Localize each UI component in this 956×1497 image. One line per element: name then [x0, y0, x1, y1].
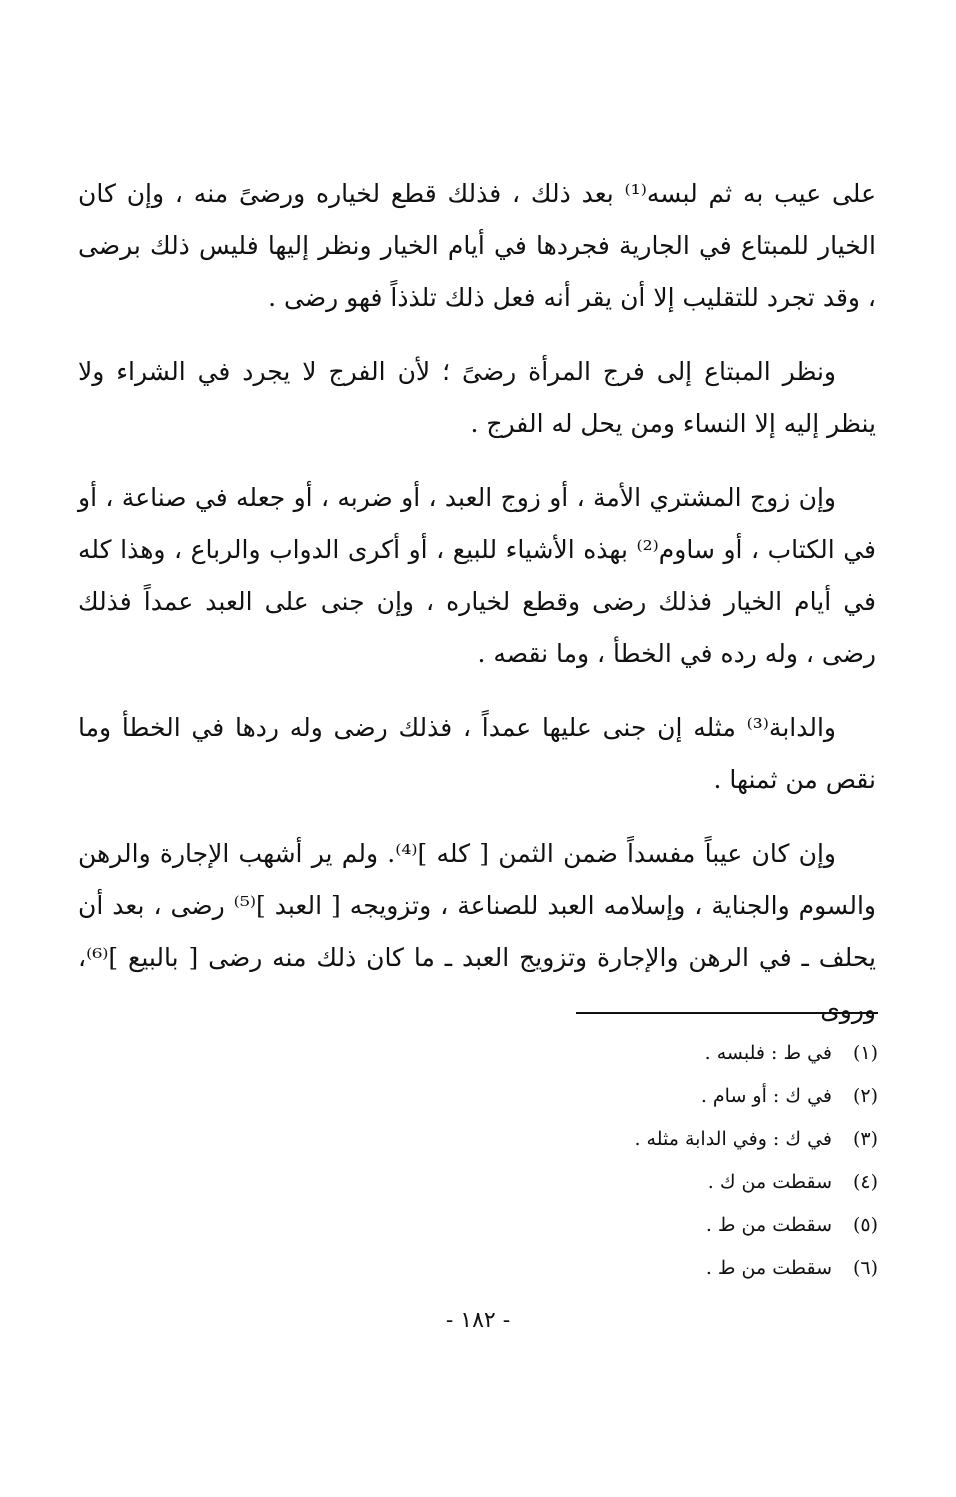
main-text: [78, 168, 876, 1058]
footnote-item: [300, 1075, 878, 1118]
paragraph-4: والدابة⁽³⁾ مثله إن جنى عليها عمداً ، فذلك رضى وله ردها في الخطأ وما نقص من ثمنها .: [78, 713, 876, 794]
footnote-number: (٢): [852, 1085, 878, 1107]
footnote-item: [300, 1247, 878, 1290]
footnote-text: سقطت من ك .: [707, 1171, 832, 1193]
footnote-number: (٤): [852, 1171, 878, 1193]
footnote-number: (١): [852, 1042, 878, 1064]
footnote-text: في ك : أو سام .: [700, 1085, 832, 1107]
footnote-text: في ك : وفي الدابة مثله .: [634, 1128, 832, 1150]
footnote-text: في ط : فلبسه .: [704, 1042, 832, 1064]
footnote-item: [300, 1032, 878, 1075]
footnote-number: (٣): [852, 1128, 878, 1150]
paragraph-1: على عيب به ثم لبسه⁽¹⁾ بعد ذلك ، فذلك قطع لخياره ورضىً منه ، وإن كان الخيار للمبتاع في الجارية فجردها في أيام الخيار ونظر إليها فليس ذلك برضى ، وقد تجرد للتقليب إلا أن يقر أنه فعل ذلك تلذذاً فهو رضى .: [78, 179, 876, 312]
footnotes: [300, 1032, 878, 1290]
footnote-text: سقطت من ط .: [705, 1257, 832, 1279]
footnote-item: [300, 1204, 878, 1247]
footnote-number: (٦): [852, 1257, 878, 1279]
paragraph-3: وإن زوج المشتري الأمة ، أو زوج العبد ، أو ضربه ، أو جعله في صناعة ، أو في الكتاب ، أو ساوم⁽²⁾ بهذه الأشياء للبيع ، أو أكرى الدواب والرباع ، وهذا كله في أيام الخيار فذلك رضى وقطع لخياره ، وإن جنى على العبد عمداً فذلك رضى ، وله رده في الخطأ ، وما نقصه .: [78, 483, 877, 668]
footnote-item: [300, 1118, 878, 1161]
footnote-divider: [576, 1012, 878, 1014]
paragraph-2: ونظر المبتاع إلى فرج المرأة رضىً ؛ لأن الفرج لا يجرد في الشراء ولا ينظر إليه إلا النساء ومن يحل له الفرج .: [78, 357, 876, 438]
page-number: - ١٨٢ -: [445, 1308, 511, 1333]
footnote-text: سقطت من ط .: [705, 1214, 832, 1236]
footnote-number: (٥): [852, 1214, 878, 1236]
paragraph-5: وإن كان عيباً مفسداً ضمن الثمن [ كله ]⁽⁴⁾. ولم ير أشهب الإجارة والرهن والسوم والجناية ، وإسلامه العبد للصناعة ، وتزويجه [ العبد ]⁽⁵⁾ رضى ، بعد أن يحلف ـ في الرهن والإجارة وتزويج العبد ـ ما كان ذلك منه رضى [ بالبيع ]⁽⁶⁾، وروى: [78, 839, 876, 1024]
footnote-item: [300, 1161, 878, 1204]
